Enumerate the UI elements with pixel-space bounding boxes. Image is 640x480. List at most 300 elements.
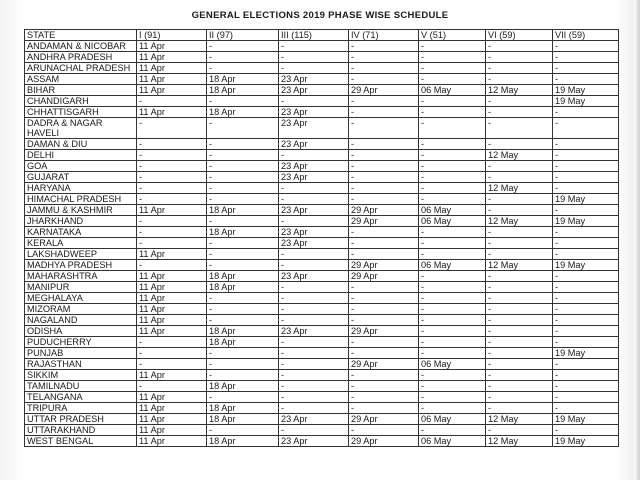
phase-7-date: -: [553, 183, 619, 194]
phase-1-date: 11 Apr: [137, 436, 207, 447]
phase-2-date: -: [207, 260, 279, 271]
state-name: LAKSHADWEEP: [25, 249, 137, 260]
phase-7-date: -: [553, 293, 619, 304]
phase-4-date: -: [349, 161, 419, 172]
phase-6-date: -: [486, 96, 553, 107]
state-name: PUDUCHERRY: [25, 337, 137, 348]
state-name: MEGHALAYA: [25, 293, 137, 304]
phase-7-date: -: [553, 172, 619, 183]
phase-3-date: -: [279, 52, 349, 63]
phase-7-date: -: [553, 139, 619, 150]
phase-3-date: -: [279, 260, 349, 271]
phase-5-date: -: [419, 74, 486, 85]
state-name: JAMMU & KASHMIR: [25, 205, 137, 216]
table-row: [25, 139, 619, 150]
table-row: [25, 183, 619, 194]
phase-5-date: -: [419, 425, 486, 436]
phase-4-date: -: [349, 370, 419, 381]
state-name: MANIPUR: [25, 282, 137, 293]
phase-2-date: -: [207, 183, 279, 194]
phase-2-date: 18 Apr: [207, 85, 279, 96]
phase-5-date: -: [419, 392, 486, 403]
phase-3-date: 23 Apr: [279, 271, 349, 282]
phase-6-date: -: [486, 370, 553, 381]
phase-2-date: -: [207, 249, 279, 260]
phase-7-date: 19 May: [553, 348, 619, 359]
phase-2-date: -: [207, 370, 279, 381]
phase-1-date: 11 Apr: [137, 392, 207, 403]
phase-3-date: -: [279, 315, 349, 326]
phase-2-date: -: [207, 238, 279, 249]
phase-7-date: -: [553, 238, 619, 249]
phase-2-date: -: [207, 41, 279, 52]
state-name: RAJASTHAN: [25, 359, 137, 370]
phase-1-date: 11 Apr: [137, 403, 207, 414]
phase-2-date: -: [207, 216, 279, 227]
phase-2-date: -: [207, 172, 279, 183]
phase-3-date: 23 Apr: [279, 74, 349, 85]
phase-1-date: -: [137, 161, 207, 172]
state-name: ANDAMAN & NICOBAR: [25, 41, 137, 52]
phase-5-date: -: [419, 161, 486, 172]
phase-3-date: -: [279, 425, 349, 436]
phase-5-date: -: [419, 326, 486, 337]
phase-7-date: 19 May: [553, 260, 619, 271]
phase-2-date: 18 Apr: [207, 403, 279, 414]
phase-2-date: -: [207, 315, 279, 326]
table-row: [25, 172, 619, 183]
phase-5-date: -: [419, 41, 486, 52]
state-name: KARNATAKA: [25, 227, 137, 238]
phase-7-date: 19 May: [553, 96, 619, 107]
phase-3-date: 23 Apr: [279, 118, 349, 139]
phase-7-date: -: [553, 359, 619, 370]
phase-6-date: -: [486, 161, 553, 172]
header-row: [25, 30, 619, 41]
phase-7-date: -: [553, 282, 619, 293]
phase-3-date: -: [279, 304, 349, 315]
state-name: DAMAN & DIU: [25, 139, 137, 150]
phase-2-date: 18 Apr: [207, 337, 279, 348]
phase-4-date: -: [349, 304, 419, 315]
phase-6-date: -: [486, 227, 553, 238]
column-header-phase-4: IV (71): [349, 30, 419, 41]
phase-6-date: -: [486, 172, 553, 183]
phase-6-date: -: [486, 139, 553, 150]
phase-5-date: -: [419, 96, 486, 107]
table-row: [25, 403, 619, 414]
phase-3-date: 23 Apr: [279, 238, 349, 249]
phase-2-date: -: [207, 161, 279, 172]
phase-1-date: 11 Apr: [137, 85, 207, 96]
phase-7-date: -: [553, 205, 619, 216]
state-name: PUNJAB: [25, 348, 137, 359]
phase-6-date: -: [486, 282, 553, 293]
phase-2-date: 18 Apr: [207, 414, 279, 425]
table-row: [25, 381, 619, 392]
phase-7-date: -: [553, 41, 619, 52]
table-row: [25, 52, 619, 63]
phase-2-date: -: [207, 118, 279, 139]
phase-6-date: -: [486, 205, 553, 216]
phase-4-date: -: [349, 315, 419, 326]
phase-1-date: -: [137, 348, 207, 359]
phase-4-date: -: [349, 96, 419, 107]
phase-3-date: 23 Apr: [279, 205, 349, 216]
phase-1-date: -: [137, 183, 207, 194]
phase-6-date: -: [486, 52, 553, 63]
phase-2-date: 18 Apr: [207, 326, 279, 337]
state-name: CHHATTISGARH: [25, 107, 137, 118]
phase-7-date: -: [553, 107, 619, 118]
phase-2-date: -: [207, 194, 279, 205]
phase-4-date: -: [349, 150, 419, 161]
state-name: ARUNACHAL PRADESH: [25, 63, 137, 74]
phase-4-date: 29 Apr: [349, 260, 419, 271]
phase-1-date: 11 Apr: [137, 41, 207, 52]
phase-4-date: -: [349, 118, 419, 139]
state-name: ODISHA: [25, 326, 137, 337]
state-name: TELANGANA: [25, 392, 137, 403]
phase-4-date: -: [349, 249, 419, 260]
phase-3-date: 23 Apr: [279, 107, 349, 118]
phase-1-date: 11 Apr: [137, 282, 207, 293]
state-name: GOA: [25, 161, 137, 172]
table-row: [25, 326, 619, 337]
phase-4-date: -: [349, 348, 419, 359]
phase-4-date: -: [349, 381, 419, 392]
phase-5-date: -: [419, 107, 486, 118]
phase-2-date: 18 Apr: [207, 271, 279, 282]
phase-7-date: -: [553, 403, 619, 414]
phase-4-date: -: [349, 238, 419, 249]
state-name: UTTAR PRADESH: [25, 414, 137, 425]
state-name: MIZORAM: [25, 304, 137, 315]
table-row: [25, 85, 619, 96]
phase-6-date: -: [486, 381, 553, 392]
phase-5-date: -: [419, 370, 486, 381]
phase-7-date: 19 May: [553, 194, 619, 205]
phase-6-date: 12 May: [486, 436, 553, 447]
phase-1-date: 11 Apr: [137, 74, 207, 85]
phase-3-date: -: [279, 282, 349, 293]
state-name: NAGALAND: [25, 315, 137, 326]
phase-5-date: -: [419, 194, 486, 205]
phase-2-date: -: [207, 348, 279, 359]
phase-6-date: -: [486, 392, 553, 403]
phase-1-date: 11 Apr: [137, 205, 207, 216]
phase-3-date: -: [279, 348, 349, 359]
phase-3-date: -: [279, 150, 349, 161]
phase-6-date: 12 May: [486, 216, 553, 227]
phase-7-date: -: [553, 337, 619, 348]
page-title: GENERAL ELECTIONS 2019 PHASE WISE SCHEDULE: [191, 10, 449, 21]
phase-5-date: 06 May: [419, 85, 486, 96]
phase-1-date: -: [137, 337, 207, 348]
phase-1-date: 11 Apr: [137, 326, 207, 337]
phase-4-date: 29 Apr: [349, 216, 419, 227]
phase-1-date: 11 Apr: [137, 293, 207, 304]
phase-4-date: -: [349, 172, 419, 183]
table-row: [25, 194, 619, 205]
table-row: [25, 63, 619, 74]
state-name: SIKKIM: [25, 370, 137, 381]
phase-3-date: -: [279, 293, 349, 304]
phase-7-date: -: [553, 425, 619, 436]
phase-2-date: 18 Apr: [207, 107, 279, 118]
phase-6-date: 12 May: [486, 150, 553, 161]
table-row: [25, 227, 619, 238]
phase-2-date: -: [207, 139, 279, 150]
phase-5-date: -: [419, 271, 486, 282]
table-row: [25, 359, 619, 370]
table-row: [25, 205, 619, 216]
phase-6-date: -: [486, 107, 553, 118]
phase-7-date: -: [553, 227, 619, 238]
phase-7-date: -: [553, 161, 619, 172]
phase-3-date: 23 Apr: [279, 414, 349, 425]
phase-5-date: -: [419, 139, 486, 150]
table-row: [25, 161, 619, 172]
state-name: ASSAM: [25, 74, 137, 85]
column-header-phase-6: VI (59): [486, 30, 553, 41]
phase-7-date: -: [553, 52, 619, 63]
phase-3-date: -: [279, 392, 349, 403]
phase-4-date: 29 Apr: [349, 85, 419, 96]
phase-7-date: 19 May: [553, 216, 619, 227]
phase-2-date: 18 Apr: [207, 205, 279, 216]
table-row: [25, 150, 619, 161]
table-row: [25, 238, 619, 249]
phase-1-date: 11 Apr: [137, 414, 207, 425]
phase-2-date: -: [207, 293, 279, 304]
phase-4-date: 29 Apr: [349, 359, 419, 370]
phase-6-date: 12 May: [486, 183, 553, 194]
phase-2-date: -: [207, 425, 279, 436]
phase-4-date: -: [349, 425, 419, 436]
table-row: [25, 436, 619, 447]
phase-2-date: 18 Apr: [207, 282, 279, 293]
phase-3-date: 23 Apr: [279, 227, 349, 238]
phase-6-date: -: [486, 293, 553, 304]
phase-4-date: -: [349, 183, 419, 194]
phase-3-date: -: [279, 194, 349, 205]
phase-6-date: -: [486, 238, 553, 249]
phase-6-date: -: [486, 63, 553, 74]
phase-4-date: -: [349, 41, 419, 52]
phase-6-date: -: [486, 74, 553, 85]
phase-4-date: -: [349, 63, 419, 74]
page-edge-shadow: [634, 0, 640, 480]
phase-1-date: 11 Apr: [137, 63, 207, 74]
state-name: HARYANA: [25, 183, 137, 194]
table-row: [25, 370, 619, 381]
phase-5-date: -: [419, 183, 486, 194]
phase-5-date: -: [419, 315, 486, 326]
phase-5-date: -: [419, 227, 486, 238]
phase-4-date: 29 Apr: [349, 326, 419, 337]
phase-2-date: -: [207, 359, 279, 370]
phase-5-date: 06 May: [419, 216, 486, 227]
table-row: [25, 107, 619, 118]
phase-4-date: -: [349, 337, 419, 348]
phase-6-date: -: [486, 118, 553, 139]
phase-3-date: -: [279, 63, 349, 74]
column-header-state: STATE: [25, 30, 137, 41]
phase-6-date: -: [486, 359, 553, 370]
state-name: KERALA: [25, 238, 137, 249]
state-name: TRIPURA: [25, 403, 137, 414]
phase-2-date: 18 Apr: [207, 227, 279, 238]
schedule-body: [25, 41, 619, 447]
phase-4-date: -: [349, 139, 419, 150]
phase-3-date: 23 Apr: [279, 436, 349, 447]
phase-1-date: -: [137, 260, 207, 271]
phase-4-date: -: [349, 282, 419, 293]
schedule-table: [24, 29, 619, 447]
phase-5-date: 06 May: [419, 414, 486, 425]
phase-2-date: -: [207, 96, 279, 107]
state-name: BIHAR: [25, 85, 137, 96]
phase-5-date: -: [419, 249, 486, 260]
phase-5-date: 06 May: [419, 205, 486, 216]
table-row: [25, 392, 619, 403]
phase-3-date: 23 Apr: [279, 326, 349, 337]
phase-7-date: -: [553, 249, 619, 260]
phase-4-date: -: [349, 74, 419, 85]
phase-7-date: 19 May: [553, 436, 619, 447]
phase-3-date: -: [279, 403, 349, 414]
phase-5-date: -: [419, 293, 486, 304]
phase-4-date: -: [349, 107, 419, 118]
phase-3-date: 23 Apr: [279, 85, 349, 96]
phase-5-date: -: [419, 337, 486, 348]
phase-1-date: 11 Apr: [137, 249, 207, 260]
phase-7-date: -: [553, 315, 619, 326]
phase-6-date: -: [486, 194, 553, 205]
phase-6-date: -: [486, 337, 553, 348]
phase-1-date: 11 Apr: [137, 52, 207, 63]
phase-5-date: -: [419, 282, 486, 293]
phase-6-date: 12 May: [486, 414, 553, 425]
state-name: MADHYA PRADESH: [25, 260, 137, 271]
phase-1-date: 11 Apr: [137, 107, 207, 118]
phase-5-date: -: [419, 348, 486, 359]
phase-5-date: 06 May: [419, 359, 486, 370]
state-name: MAHARASHTRA: [25, 271, 137, 282]
phase-3-date: -: [279, 337, 349, 348]
phase-2-date: 18 Apr: [207, 436, 279, 447]
phase-6-date: -: [486, 304, 553, 315]
phase-6-date: -: [486, 348, 553, 359]
phase-6-date: -: [486, 403, 553, 414]
phase-2-date: -: [207, 392, 279, 403]
table-row: [25, 425, 619, 436]
column-header-phase-3: III (115): [279, 30, 349, 41]
phase-4-date: 29 Apr: [349, 414, 419, 425]
phase-1-date: 11 Apr: [137, 425, 207, 436]
phase-5-date: -: [419, 381, 486, 392]
table-row: [25, 118, 619, 139]
phase-7-date: -: [553, 381, 619, 392]
phase-6-date: 12 May: [486, 85, 553, 96]
phase-4-date: -: [349, 194, 419, 205]
phase-7-date: 19 May: [553, 414, 619, 425]
state-name: HIMACHAL PRADESH: [25, 194, 137, 205]
column-header-phase-5: V (51): [419, 30, 486, 41]
phase-7-date: 19 May: [553, 85, 619, 96]
phase-3-date: 23 Apr: [279, 161, 349, 172]
phase-1-date: -: [137, 194, 207, 205]
phase-7-date: -: [553, 370, 619, 381]
table-row: [25, 337, 619, 348]
phase-2-date: -: [207, 52, 279, 63]
phase-1-date: -: [137, 359, 207, 370]
phase-5-date: -: [419, 238, 486, 249]
phase-4-date: -: [349, 403, 419, 414]
phase-2-date: 18 Apr: [207, 381, 279, 392]
phase-4-date: 29 Apr: [349, 271, 419, 282]
phase-7-date: -: [553, 74, 619, 85]
phase-7-date: -: [553, 118, 619, 139]
table-row: [25, 271, 619, 282]
state-name: UTTARAKHAND: [25, 425, 137, 436]
phase-5-date: -: [419, 118, 486, 139]
phase-6-date: -: [486, 249, 553, 260]
phase-3-date: -: [279, 381, 349, 392]
table-row: [25, 348, 619, 359]
phase-6-date: -: [486, 326, 553, 337]
phase-6-date: -: [486, 271, 553, 282]
phase-1-date: -: [137, 118, 207, 139]
phase-5-date: 06 May: [419, 436, 486, 447]
phase-3-date: -: [279, 96, 349, 107]
phase-4-date: 29 Apr: [349, 205, 419, 216]
phase-4-date: -: [349, 293, 419, 304]
state-name: ANDHRA PRADESH: [25, 52, 137, 63]
phase-3-date: -: [279, 359, 349, 370]
column-header-phase-7: VII (59): [553, 30, 619, 41]
table-row: [25, 260, 619, 271]
phase-5-date: 06 May: [419, 260, 486, 271]
phase-1-date: -: [137, 96, 207, 107]
table-row: [25, 414, 619, 425]
phase-5-date: -: [419, 172, 486, 183]
phase-7-date: -: [553, 326, 619, 337]
table-row: [25, 216, 619, 227]
state-name: DELHI: [25, 150, 137, 161]
table-row: [25, 41, 619, 52]
phase-7-date: -: [553, 304, 619, 315]
phase-1-date: -: [137, 381, 207, 392]
phase-5-date: -: [419, 63, 486, 74]
phase-1-date: -: [137, 216, 207, 227]
phase-1-date: 11 Apr: [137, 315, 207, 326]
phase-4-date: -: [349, 52, 419, 63]
phase-1-date: -: [137, 150, 207, 161]
phase-5-date: -: [419, 52, 486, 63]
phase-4-date: 29 Apr: [349, 436, 419, 447]
phase-2-date: -: [207, 63, 279, 74]
phase-6-date: -: [486, 41, 553, 52]
phase-1-date: -: [137, 238, 207, 249]
phase-3-date: -: [279, 41, 349, 52]
state-name: WEST BENGAL: [25, 436, 137, 447]
phase-3-date: -: [279, 183, 349, 194]
column-header-phase-1: I (91): [137, 30, 207, 41]
phase-1-date: -: [137, 227, 207, 238]
table-row: [25, 282, 619, 293]
